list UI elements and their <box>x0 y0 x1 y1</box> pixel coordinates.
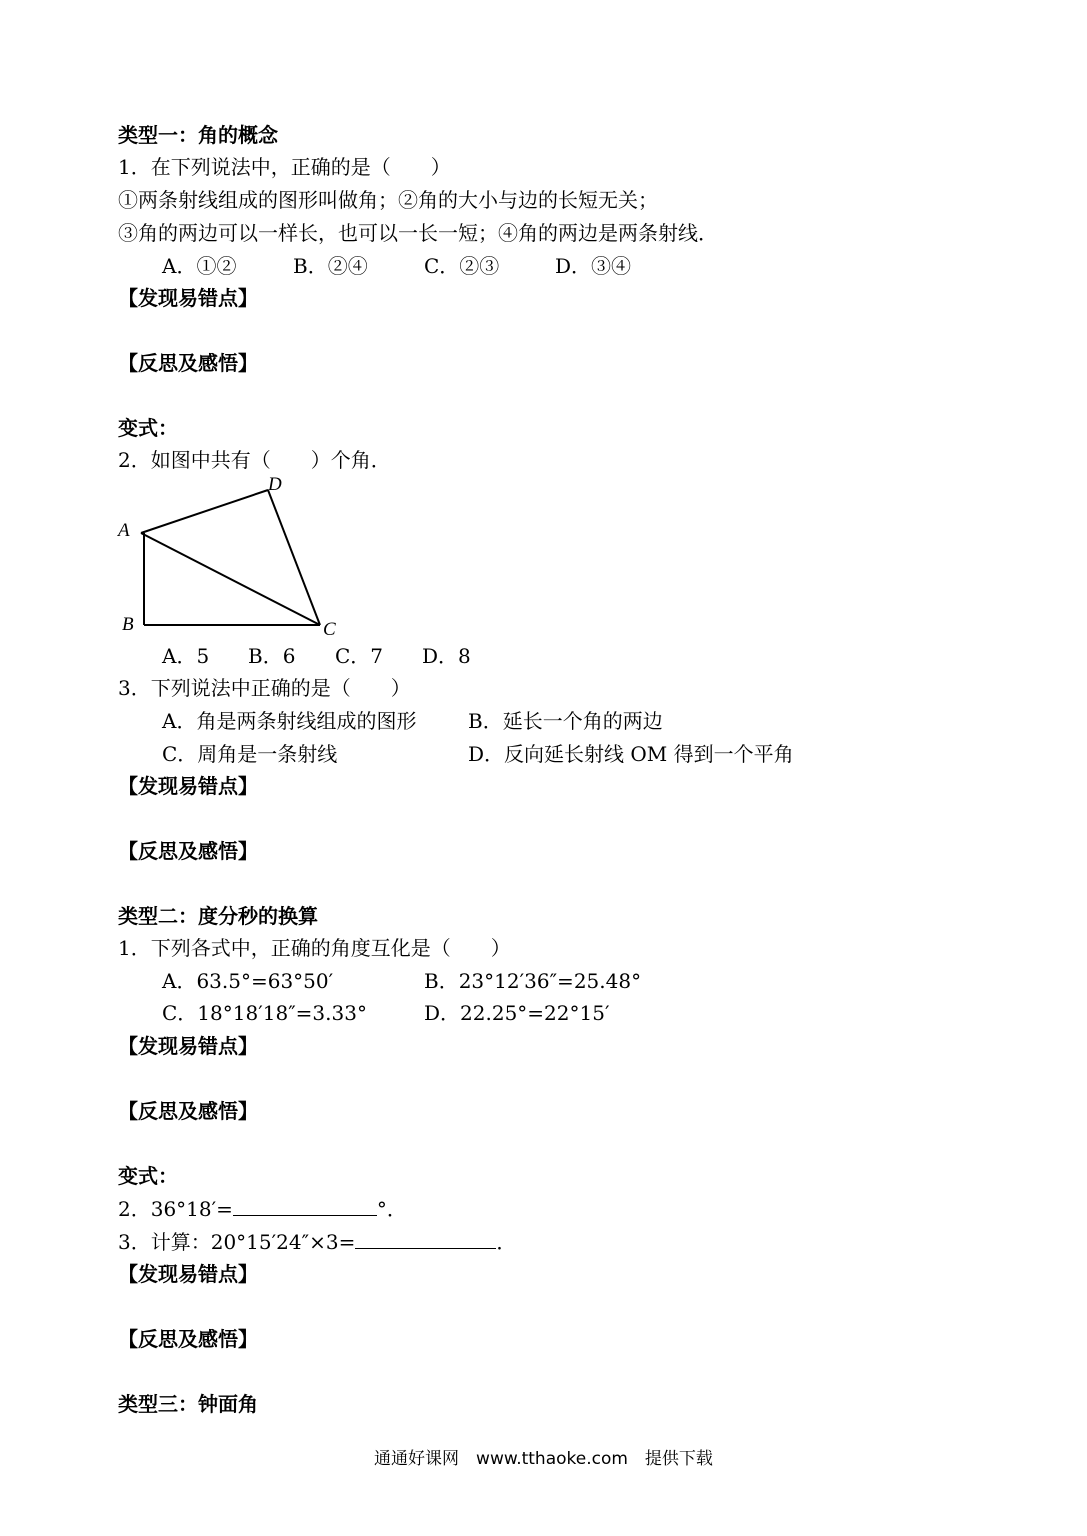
section-title-type1: 类型一：角的概念 <box>118 123 278 147</box>
reflection-heading: 【反思及感悟】 <box>118 351 258 375</box>
option-d: D．8 <box>422 644 471 668</box>
question-1-stem: 1．在下列说法中，正确的是（ ） <box>118 155 451 179</box>
point-label-d: D <box>268 474 282 495</box>
question-1-statement-1: ①两条射线组成的图形叫做角；②角的大小与边的长短无关； <box>118 188 658 212</box>
question-2-fill <box>118 1195 407 1223</box>
option-c: C．7 <box>335 644 384 668</box>
question-2-options <box>162 642 471 670</box>
option-b: B．23°12′36″=25.48° <box>424 969 642 993</box>
question-3-fill <box>118 1228 516 1256</box>
section-title-type3: 类型三：钟面角 <box>118 1392 258 1416</box>
question-3-suffix: ． <box>496 1230 517 1254</box>
answer-blank[interactable] <box>233 1195 377 1216</box>
reflection-heading: 【反思及感悟】 <box>118 1099 258 1123</box>
question-3-options-row-1 <box>162 707 663 735</box>
option-a: A．角是两条射线组成的图形 <box>162 709 417 733</box>
question-1-options-row-1 <box>162 967 641 995</box>
option-a: A．①② <box>162 254 237 278</box>
point-label-b: B <box>122 614 134 635</box>
segment-ad <box>141 490 268 533</box>
option-c: C．周角是一条射线 <box>162 742 338 766</box>
option-a: A．63.5°=63°50′ <box>162 969 334 993</box>
find-error-heading: 【发现易错点】 <box>118 286 258 310</box>
segment-dc <box>268 490 320 625</box>
question-1-options-row-2 <box>162 999 610 1027</box>
section-title-type2: 类型二：度分秒的换算 <box>118 904 318 928</box>
option-b: B．6 <box>248 644 296 668</box>
option-d: D．③④ <box>555 254 632 278</box>
footer-source: 通通好课网 www.tthaoke.com 提供下载 <box>374 1449 713 1469</box>
option-d: D．反向延长射线 OM 得到一个平角 <box>468 742 794 766</box>
quadrilateral-figure <box>110 470 360 645</box>
question-2-prefix: 2．36°18′= <box>118 1197 233 1221</box>
option-c: C．18°18′18″=3.33° <box>162 1001 367 1025</box>
question-1-statement-2: ③角的两边可以一样长，也可以一长一短；④角的两边是两条射线． <box>118 221 718 245</box>
question-1-stem: 1．下列各式中，正确的角度互化是（ ） <box>118 936 511 960</box>
variant-heading: 变式： <box>118 1164 178 1188</box>
option-a: A．5 <box>162 644 210 668</box>
reflection-heading: 【反思及感悟】 <box>118 1327 258 1351</box>
option-d: D．22.25°=22°15′ <box>424 1001 610 1025</box>
question-2-stem: 2．如图中共有（ ）个角． <box>118 448 391 472</box>
answer-blank[interactable] <box>355 1228 496 1249</box>
question-3-options-row-2 <box>162 740 794 768</box>
point-label-a: A <box>118 520 130 541</box>
question-3-stem: 3．下列说法中正确的是（ ） <box>118 676 411 700</box>
variant-heading: 变式： <box>118 416 178 440</box>
option-b: B．延长一个角的两边 <box>468 709 663 733</box>
question-3-prefix: 3．计算：20°15′24″×3= <box>118 1230 356 1254</box>
option-c: C．②③ <box>424 254 500 278</box>
question-2-suffix: °． <box>376 1197 407 1221</box>
point-label-c: C <box>323 619 336 640</box>
find-error-heading: 【发现易错点】 <box>118 1262 258 1286</box>
find-error-heading: 【发现易错点】 <box>118 1034 258 1058</box>
reflection-heading: 【反思及感悟】 <box>118 839 258 863</box>
option-b: B．②④ <box>293 254 368 278</box>
question-1-options <box>162 252 631 280</box>
segment-ac <box>141 533 320 625</box>
find-error-heading: 【发现易错点】 <box>118 774 258 798</box>
